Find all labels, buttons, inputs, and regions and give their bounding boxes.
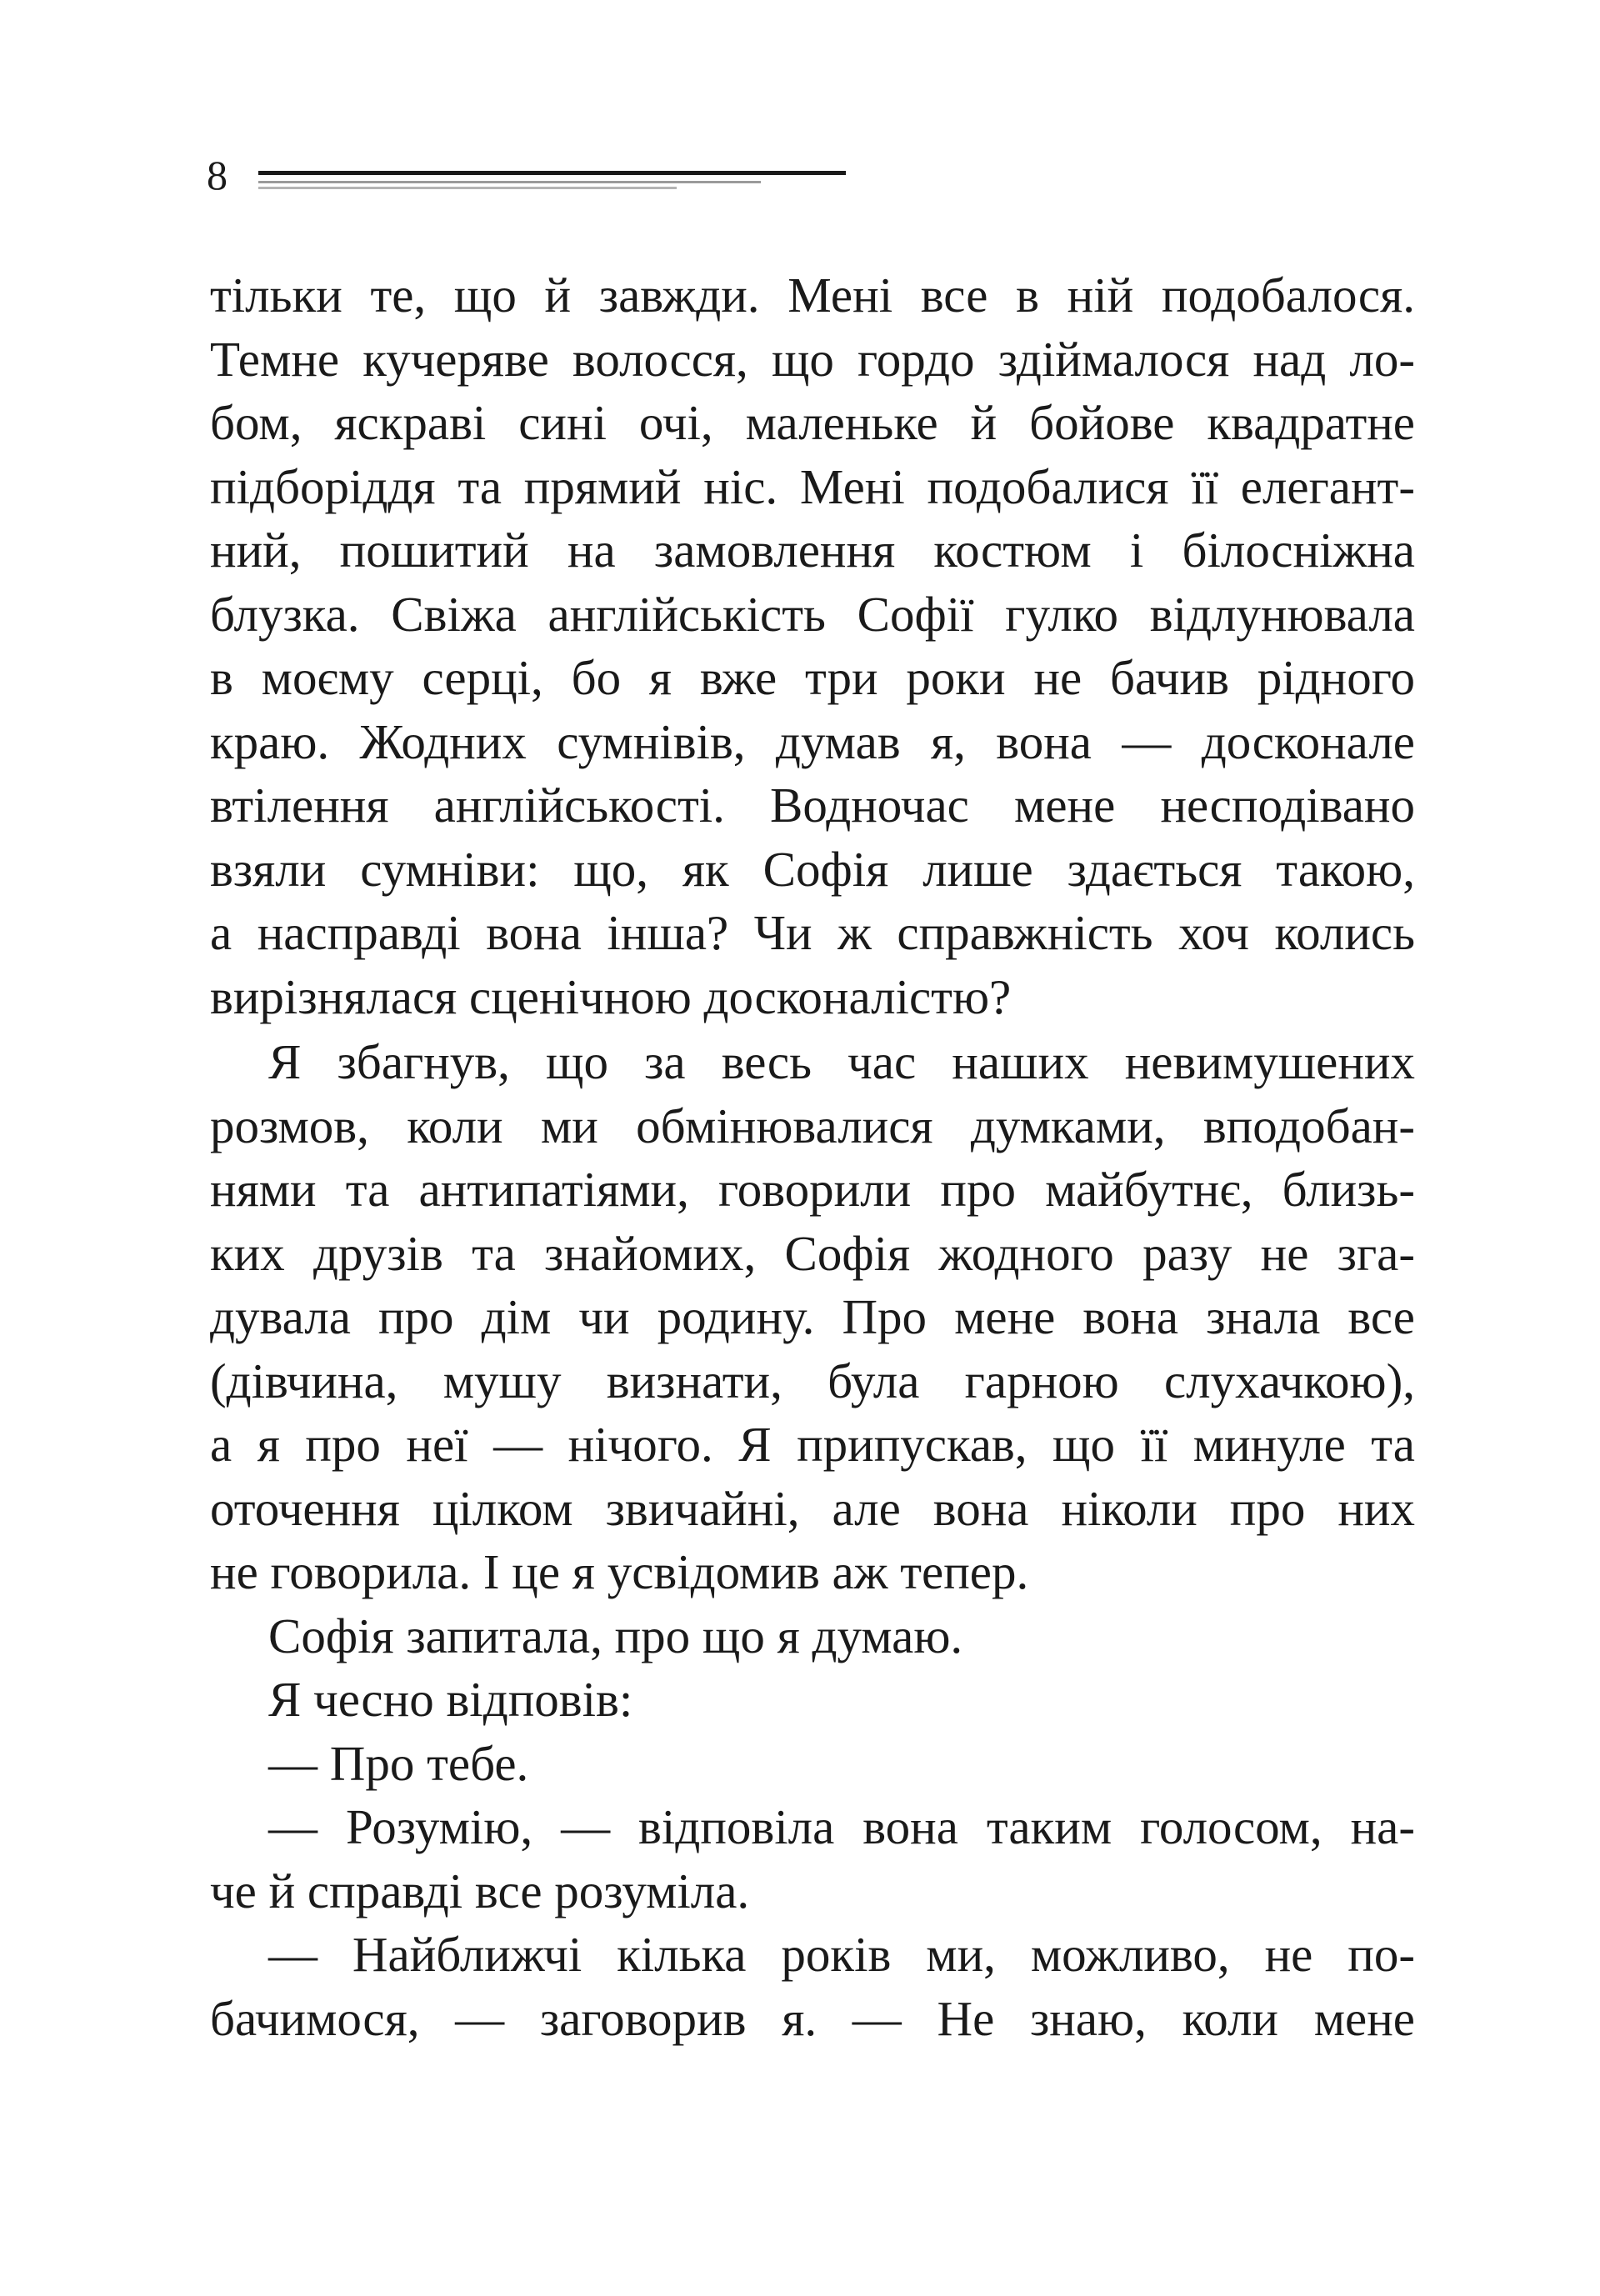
- page-header: [207, 150, 848, 200]
- text-line: блузка. Свіжа англійськість Софії гулко відлунювала: [210, 586, 1415, 642]
- page-number: 8: [207, 152, 228, 198]
- text-line: не говорила. І це я усвідомив аж тепер.: [210, 1544, 1029, 1599]
- text-line: тільки те, що й завжди. Мені все в ній подобалося.: [210, 268, 1415, 323]
- text-line: краю. Жодних сумнівів, думав я, вона — досконале: [210, 713, 1415, 769]
- text-line: нями та антипатіями, говорили про майбутнє, близь-: [210, 1162, 1415, 1217]
- text-line: — Розумію, — відповіла вона таким голосом, на-: [268, 1799, 1415, 1854]
- text-line: Я збагнув, що за весь час наших невимушених: [268, 1034, 1415, 1089]
- body-text: [210, 263, 1415, 2050]
- text-line: — Найближчі кілька років ми, можливо, не по-: [268, 1927, 1415, 1982]
- header-rule-thin: [258, 181, 761, 183]
- text-line: а насправді вона інша? Чи ж справжність хоч колись: [210, 905, 1415, 960]
- text-line: Софія запитала, про що я думаю.: [268, 1608, 963, 1663]
- text-line: Темне кучеряве волосся, що гордо здіймалося над ло-: [210, 331, 1415, 387]
- text-line: (дівчина, мушу визнати, була гарною слухачкою),: [210, 1353, 1415, 1408]
- text-line: — Про тебе.: [268, 1735, 529, 1791]
- text-line: в моєму серці, бо я вже три роки не бачив рідного: [210, 650, 1415, 705]
- text-line: оточення цілком звичайні, але вона ніколи про них: [210, 1480, 1415, 1536]
- header-rule: [258, 171, 846, 175]
- text-line: взяли сумніви: що, як Софія лише здається такою,: [210, 841, 1415, 897]
- text-line: розмов, коли ми обмінювалися думками, вподобан-: [210, 1098, 1415, 1153]
- text-line: а я про неї — нічого. Я припускав, що її минуле та: [210, 1417, 1415, 1472]
- text-line: вирізнялася сценічною досконалістю?: [210, 968, 1012, 1024]
- text-line: ний, пошитий на замовлення костюм і білосніжна: [210, 523, 1415, 578]
- text-line: Я чесно відповів:: [268, 1672, 633, 1727]
- text-line: підборіддя та прямий ніс. Мені подобалися її елегант-: [210, 458, 1415, 514]
- text-line: бом, яскраві сині очі, маленьке й бойове квадратне: [210, 395, 1415, 450]
- text-line: ких друзів та знайомих, Софія жодного разу не зга-: [210, 1225, 1415, 1281]
- text-line: дувала про дім чи родину. Про мене вона знала все: [210, 1289, 1415, 1344]
- header-rule-thinner: [258, 187, 677, 189]
- text-line: бачимося, — заговорив я. — Не знаю, коли мене: [210, 1990, 1415, 2046]
- text-line: втілення англійськості. Водночас мене несподівано: [210, 778, 1415, 833]
- text-line: че й справді все розуміла.: [210, 1863, 750, 1918]
